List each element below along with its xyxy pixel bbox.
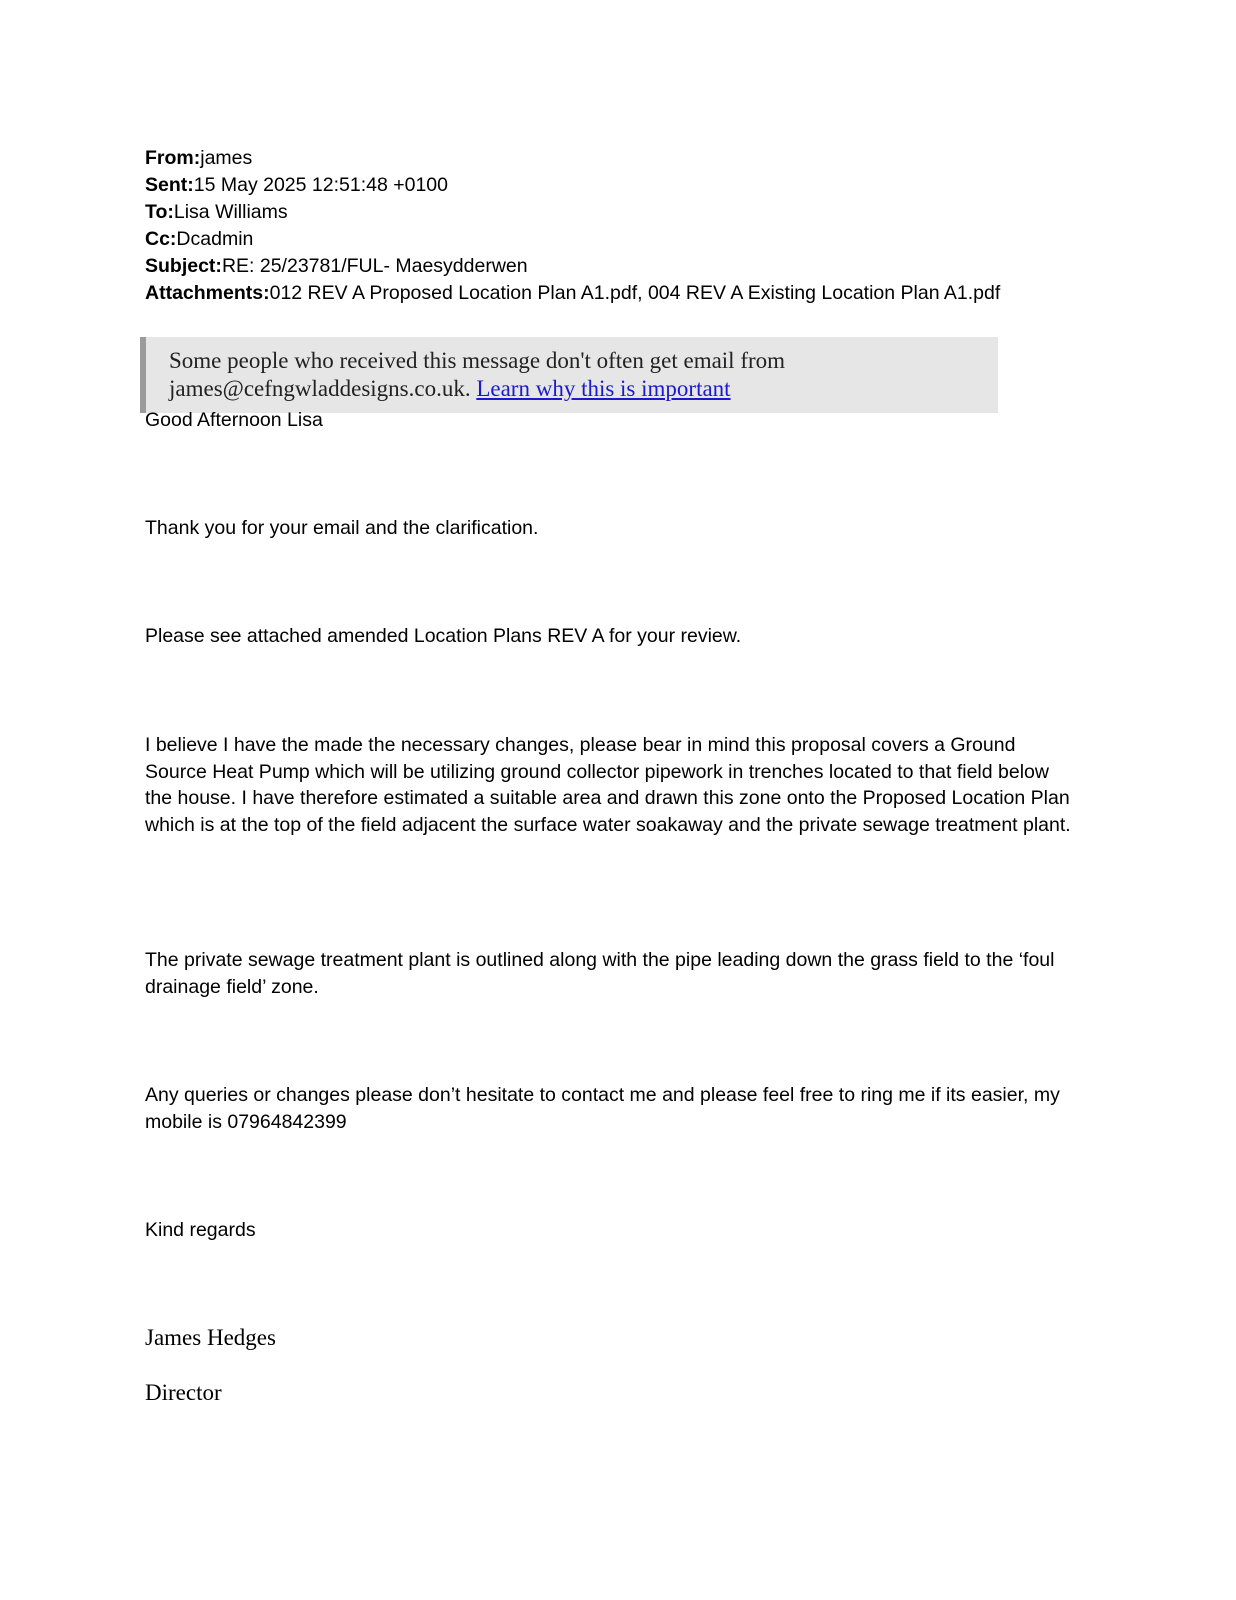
body-paragraph-3: I believe I have the made the necessary changes, please bear in mind this proposal covers a Ground Source Heat Pump which will be utilizing ground collector pipework in trenches located to that field below the house. I have therefore estimated a suitable area and drawn this zone onto the Proposed Location Plan which is at the top of the field adjacent the surface water soakaway and the private sewage treatment plant. <box>145 734 1071 836</box>
signature-name: James Hedges <box>145 1325 276 1350</box>
warning-text-line2 <box>169 375 998 403</box>
from-label: From: <box>145 147 201 169</box>
cc-line <box>145 226 1075 253</box>
subject-value: RE: 25/23781/FUL- Maesydderwen <box>221 255 528 277</box>
sent-value: 15 May 2025 12:51:48 +0100 <box>193 174 449 196</box>
from-value: james <box>200 147 253 169</box>
learn-why-link[interactable]: Learn why this is important <box>476 376 731 401</box>
cc-label: Cc: <box>145 228 177 250</box>
to-line <box>145 199 1075 226</box>
email-document <box>145 145 1075 1405</box>
external-sender-warning <box>140 337 998 413</box>
cc-value: Dcadmin <box>176 228 254 250</box>
body-paragraph-2: Please see attached amended Location Plans REV A for your review. <box>145 625 742 647</box>
sent-line <box>145 172 1075 199</box>
signature-title: Director <box>145 1380 222 1405</box>
warning-sender-address: james@cefngwladdesigns.co.uk. <box>169 376 471 401</box>
closing: Kind regards <box>145 1219 256 1241</box>
body-paragraph-5: Any queries or changes please don’t hesitate to contact me and please feel free to ring me if its easier, my mobile is 07964842399 <box>145 1084 1060 1133</box>
attachments-value: 012 REV A Proposed Location Plan A1.pdf, 004 REV A Existing Location Plan A1.pdf <box>269 282 1001 304</box>
warning-text-line1: Some people who received this message don't often get email from <box>169 348 786 373</box>
body-paragraph-1: Thank you for your email and the clarification. <box>145 517 539 539</box>
to-value: Lisa Williams <box>173 201 288 223</box>
from-line <box>145 145 1075 172</box>
attachments-line <box>145 280 1075 307</box>
subject-label: Subject: <box>145 255 222 277</box>
greeting: Good Afternoon Lisa <box>145 409 323 431</box>
sent-label: Sent: <box>145 174 194 196</box>
body-paragraph-4: The private sewage treatment plant is outlined along with the pipe leading down the grass field to the ‘foul drainage field’ zone. <box>145 949 1055 998</box>
subject-line <box>145 253 1075 280</box>
attachments-label: Attachments: <box>145 282 270 304</box>
to-label: To: <box>145 201 174 223</box>
